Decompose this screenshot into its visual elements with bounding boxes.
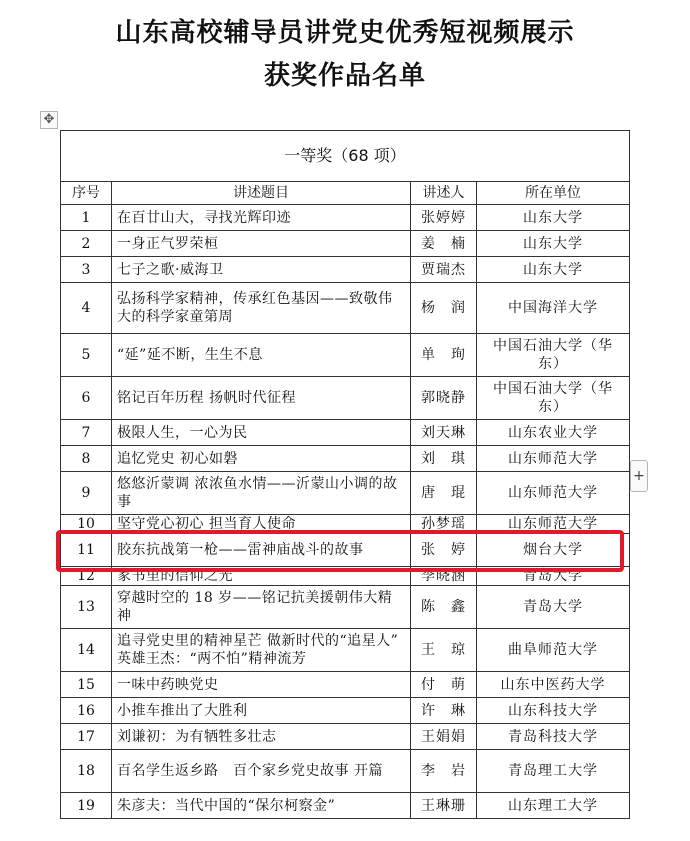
table-row [61,515,630,534]
move-icon: ✥ [43,112,55,127]
row-number: 12 [61,567,112,586]
row-org: 山东理工大学 [477,793,630,819]
row-topic: 小推车推出了大胜利 [112,698,411,724]
table-row [61,567,630,586]
table-row [61,698,630,724]
header-speaker: 讲述人 [411,182,477,205]
row-topic: 坚守党心初心 担当育人使命 [112,515,411,534]
table-row [61,586,630,629]
row-number: 1 [61,205,112,231]
row-org: 青岛大学 [477,586,630,629]
row-org: 山东农业大学 [477,420,630,446]
row-speaker: 李 岩 [411,750,477,793]
row-speaker: 单 珣 [411,334,477,377]
table-row [61,420,630,446]
row-number: 17 [61,724,112,750]
row-topic: 一味中药映党史 [112,672,411,698]
row-number: 18 [61,750,112,793]
table-row [61,472,630,515]
row-number: 4 [61,283,112,334]
table-row [61,205,630,231]
row-org: 山东师范大学 [477,472,630,515]
table-row [61,750,630,793]
row-number: 5 [61,334,112,377]
table-row [61,231,630,257]
row-topic: 穿越时空的 18 岁——铭记抗美援朝伟大精神 [112,586,411,629]
row-speaker: 刘 琪 [411,446,477,472]
row-number: 9 [61,472,112,515]
row-topic: 百名学生返乡路 百个家乡党史故事 开篇 [112,750,411,793]
row-speaker: 唐 琨 [411,472,477,515]
row-topic: 追忆党史 初心如磐 [112,446,411,472]
table-row [61,672,630,698]
row-speaker: 王琳珊 [411,793,477,819]
row-org: 曲阜师范大学 [477,629,630,672]
row-speaker: 姜 楠 [411,231,477,257]
row-number: 10 [61,515,112,534]
row-speaker: 王 琼 [411,629,477,672]
row-topic: 铭记百年历程 扬帆时代征程 [112,377,411,420]
row-topic: 家书里的信仰之光 [112,567,411,586]
header-row [61,182,630,205]
row-topic: “延”延不断，生生不息 [112,334,411,377]
row-topic: 朱彦夫：当代中国的“保尔柯察金” [112,793,411,819]
row-org: 山东师范大学 [477,446,630,472]
add-column-button[interactable] [630,460,648,492]
row-speaker: 张 婷 [411,534,477,567]
row-speaker: 郭晓静 [411,377,477,420]
category-row [61,131,630,182]
row-speaker: 孙梦瑶 [411,515,477,534]
row-org: 青岛理工大学 [477,750,630,793]
header-no: 序号 [61,182,112,205]
row-number: 6 [61,377,112,420]
row-speaker: 王娟娟 [411,724,477,750]
row-org: 山东大学 [477,205,630,231]
row-number: 16 [61,698,112,724]
row-speaker: 刘天琳 [411,420,477,446]
table-row [61,334,630,377]
row-topic: 一身正气罗荣桓 [112,231,411,257]
row-number: 3 [61,257,112,283]
table-row [61,446,630,472]
row-speaker: 杨 润 [411,283,477,334]
row-number: 15 [61,672,112,698]
header-topic: 讲述题目 [112,182,411,205]
row-org: 山东师范大学 [477,515,630,534]
row-speaker: 李晓涵 [411,567,477,586]
plus-icon: + [633,468,645,484]
table-row [61,724,630,750]
row-org: 山东大学 [477,257,630,283]
category-title: 一等奖（68 项） [61,131,630,182]
row-org: 中国石油大学（华东） [477,334,630,377]
document-title-line1: 山东高校辅导员讲党史优秀短视频展示 [115,18,575,48]
row-speaker: 陈 鑫 [411,586,477,629]
row-org: 中国海洋大学 [477,283,630,334]
row-topic: 在百廿山大，寻找光辉印迹 [112,205,411,231]
row-number: 8 [61,446,112,472]
row-org: 中国石油大学（华东） [477,377,630,420]
row-topic: 刘谦初：为有牺牲多壮志 [112,724,411,750]
table-row [61,534,630,567]
row-org: 山东科技大学 [477,698,630,724]
row-org: 青岛大学 [477,567,630,586]
table-row [61,257,630,283]
header-org: 所在单位 [477,182,630,205]
row-number: 2 [61,231,112,257]
row-topic: 胶东抗战第一枪——雷神庙战斗的故事 [112,534,411,567]
row-topic: 追寻党史里的精神星芒 做新时代的“追星人” 英雄王杰：“两不怕”精神流芳 [112,629,411,672]
awards-table [60,130,630,819]
row-speaker: 贾瑞杰 [411,257,477,283]
row-number: 14 [61,629,112,672]
row-org: 山东大学 [477,231,630,257]
document-title-line2: 获奖作品名单 [263,61,426,91]
row-topic: 极限人生，一心为民 [112,420,411,446]
row-speaker: 张婷婷 [411,205,477,231]
row-topic: 悠悠沂蒙调 浓浓鱼水情——沂蒙山小调的故事 [112,472,411,515]
row-org: 山东中医药大学 [477,672,630,698]
table-row [61,377,630,420]
table-row [61,283,630,334]
table-row [61,793,630,819]
row-topic: 弘扬科学家精神，传承红色基因——致敬伟大的科学家童第周 [112,283,411,334]
row-speaker: 付 萌 [411,672,477,698]
row-number: 7 [61,420,112,446]
row-topic: 七子之歌·威海卫 [112,257,411,283]
row-number: 19 [61,793,112,819]
table-move-handle[interactable] [40,111,58,129]
row-number: 13 [61,586,112,629]
row-org: 烟台大学 [477,534,630,567]
table-row [61,629,630,672]
row-number: 11 [61,534,112,567]
row-org: 青岛科技大学 [477,724,630,750]
row-speaker: 许 琳 [411,698,477,724]
